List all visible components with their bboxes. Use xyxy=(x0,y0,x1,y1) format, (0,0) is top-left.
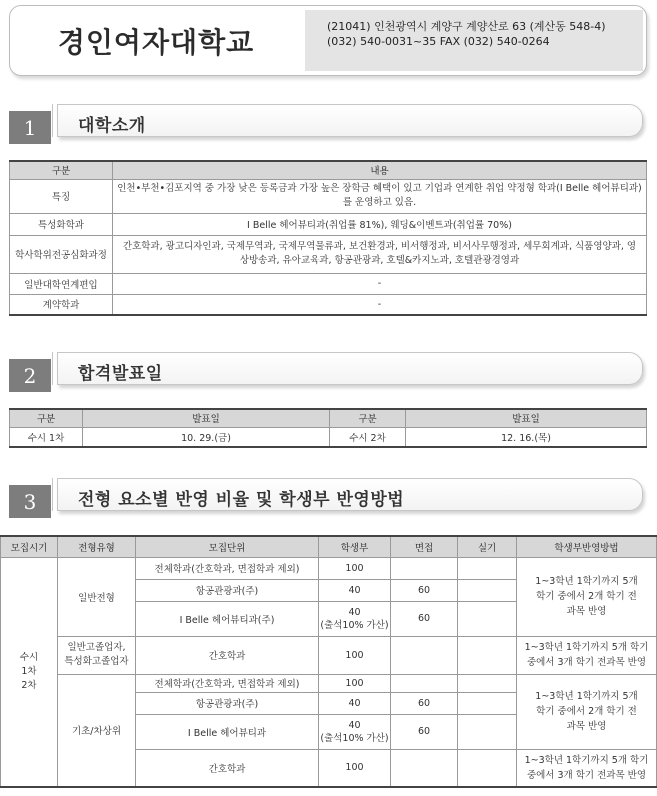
address: (21041) 인천광역시 계양구 계양산로 63 (계산동 548-4) xyxy=(327,20,606,33)
practical-ratio xyxy=(458,636,517,674)
row-content: - xyxy=(113,273,647,294)
round-label: 수시 1차 xyxy=(10,427,83,447)
interview-ratio: 60 xyxy=(391,601,458,636)
record-ratio: 100 xyxy=(319,557,391,579)
admission-type: 일반고졸업자, 특성화고졸업자 xyxy=(58,636,136,674)
section-1-header xyxy=(9,104,647,144)
section-number: 1 xyxy=(9,111,51,144)
section-2-header xyxy=(9,352,647,392)
interview-ratio xyxy=(391,674,458,692)
record-ratio: 100 xyxy=(319,749,391,787)
column-header: 구분 xyxy=(330,409,406,427)
row-content: - xyxy=(113,294,647,315)
announce-date: 12. 16.(목) xyxy=(406,427,647,447)
record-ratio: 40 xyxy=(319,579,391,601)
section-number: 2 xyxy=(9,359,51,392)
section-3-header xyxy=(9,478,647,518)
section-title: 전형 요소별 반영 비율 및 학생부 반영방법 xyxy=(78,490,405,510)
recruit-unit: I Belle 헤어뷰티과(주) xyxy=(136,601,319,636)
recruit-period: 수시 1차 2차 xyxy=(1,557,58,787)
school-header xyxy=(9,5,647,76)
record-ratio: 40 (출석10% 가산) xyxy=(319,714,391,749)
column-header: 면접 xyxy=(391,536,458,557)
practical-ratio xyxy=(458,674,517,692)
admission-type: 기초/차상위 xyxy=(58,674,136,787)
row-content: 인천•부천•김포지역 중 가장 낮은 등록금과 가장 높은 장학금 혜택이 있고 기업과 연계한 취업 약정형 학과(I Belle 헤어뷰티과)를 운영하고 있음. xyxy=(113,179,647,213)
interview-ratio: 60 xyxy=(391,714,458,749)
row-label: 특징 xyxy=(10,179,113,213)
record-ratio: 100 xyxy=(319,674,391,692)
column-header: 구분 xyxy=(10,161,113,179)
column-header: 모집시기 xyxy=(1,536,58,557)
row-label: 특성화학과 xyxy=(10,213,113,235)
column-header: 발표일 xyxy=(406,409,647,427)
record-method: 1~3학년 1학기까지 5개 학기 중에서 2개 학기 전과목 반영 xyxy=(517,557,657,636)
column-header: 학생부반영방법 xyxy=(517,536,657,557)
admission-ratio-table xyxy=(0,535,657,788)
row-content: I Belle 헤어뷰티과(취업률 81%), 웨딩&이벤트과(취업률 70%) xyxy=(113,213,647,235)
record-method: 1~3학년 1학기까지 5개 학기 중에서 3개 학기 전과목 반영 xyxy=(517,749,657,787)
round-label: 수시 2차 xyxy=(330,427,406,447)
recruit-unit: 전체학과(간호학과, 면접학과 제외) xyxy=(136,557,319,579)
section-number: 3 xyxy=(9,485,51,518)
recruit-unit: I Belle 헤어뷰티과 xyxy=(136,714,319,749)
phone-fax: (032) 540-0031~35 FAX (032) 540-0264 xyxy=(327,35,550,48)
record-ratio: 40 (출석10% 가산) xyxy=(319,601,391,636)
interview-ratio: 60 xyxy=(391,692,458,714)
school-name: 경인여자대학교 xyxy=(57,25,255,59)
interview-ratio xyxy=(391,636,458,674)
contact-info xyxy=(305,10,643,71)
recruit-unit: 간호학과 xyxy=(136,636,319,674)
recruit-unit: 전체학과(간호학과, 면접학과 제외) xyxy=(136,674,319,692)
record-ratio: 40 xyxy=(319,692,391,714)
interview-ratio xyxy=(391,557,458,579)
row-label: 학사학위전공심화과정 xyxy=(10,235,113,273)
column-header: 실기 xyxy=(458,536,517,557)
admission-type: 일반전형 xyxy=(58,557,136,636)
announcement-table xyxy=(9,408,647,448)
practical-ratio xyxy=(458,714,517,749)
row-label: 일반대학연계편입 xyxy=(10,273,113,294)
row-label: 계약학과 xyxy=(10,294,113,315)
section-title: 합격발표일 xyxy=(78,364,163,384)
column-header: 내용 xyxy=(113,161,647,179)
column-header: 발표일 xyxy=(83,409,330,427)
record-ratio: 100 xyxy=(319,636,391,674)
row-content: 간호학과, 광고디자인과, 국제무역과, 국제무역물류과, 보건환경과, 비서행정과, 비서사무행정과, 세무회계과, 식품영양과, 영상방송과, 유아교육과, 항공관광과, 호텔&카지노과, 호텔관광경영과 xyxy=(113,235,647,273)
practical-ratio xyxy=(458,579,517,601)
practical-ratio xyxy=(458,601,517,636)
recruit-unit: 항공관광과(주) xyxy=(136,579,319,601)
practical-ratio xyxy=(458,692,517,714)
interview-ratio xyxy=(391,749,458,787)
record-method: 1~3학년 1학기까지 5개 학기 중에서 2개 학기 전과목 반영 xyxy=(517,674,657,749)
column-header: 전형유형 xyxy=(58,536,136,557)
interview-ratio: 60 xyxy=(391,579,458,601)
record-method: 1~3학년 1학기까지 5개 학기 중에서 3개 학기 전과목 반영 xyxy=(517,636,657,674)
section-title: 대학소개 xyxy=(78,116,146,136)
school-intro-table xyxy=(9,160,647,316)
announce-date: 10. 29.(금) xyxy=(83,427,330,447)
recruit-unit: 항공관광과(주) xyxy=(136,692,319,714)
column-header: 학생부 xyxy=(319,536,391,557)
practical-ratio xyxy=(458,557,517,579)
recruit-unit: 간호학과 xyxy=(136,749,319,787)
practical-ratio xyxy=(458,749,517,787)
column-header: 구분 xyxy=(10,409,83,427)
column-header: 모집단위 xyxy=(136,536,319,557)
